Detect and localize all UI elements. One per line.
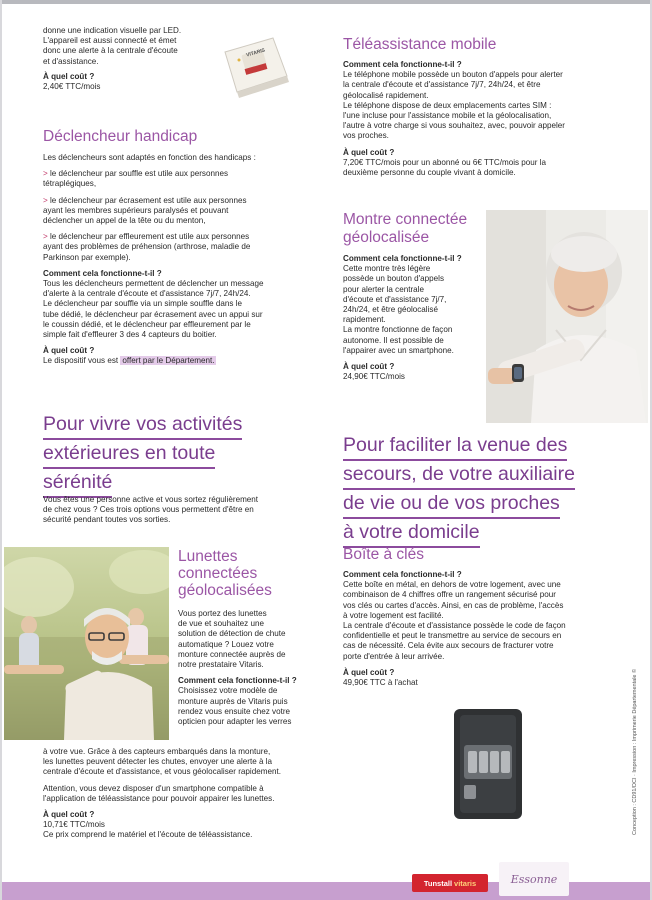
declencheur-cost-text: Le dispositif vous est offert par le Département. bbox=[43, 356, 215, 366]
section-title-outdoor: Pour vivre vos activités extérieures en toute sérénité bbox=[43, 411, 313, 498]
lunettes-cost-value: 10,71€ TTC/mois bbox=[43, 820, 105, 830]
offered-highlight: offert par le Département. bbox=[122, 356, 215, 366]
montre-cost-label: À quel coût ? bbox=[343, 362, 395, 372]
declencheur-bullet: > le déclencheur par effleurement est utile aux personnes ayant des problèmes de préhension (arthrose, maladie de Parkinson par exemple). bbox=[43, 232, 251, 262]
montre-how-label: Comment cela fonctionne-t-il ? bbox=[343, 254, 462, 263]
woman-with-watch-photo bbox=[486, 210, 648, 423]
essonne-logo: Essonne bbox=[499, 862, 569, 896]
led-cost-value: 2,40€ TTC/mois bbox=[43, 82, 101, 92]
declencheur-how-label: Comment cela fonctionne-t-il ? bbox=[43, 268, 162, 278]
print-credit: Conception : CD91/DCI · Impression : Imprimerie Départementale © bbox=[632, 668, 638, 835]
montre-title: Montre connectée géolocalisée bbox=[343, 211, 468, 246]
mobile-title: Téléassistance mobile bbox=[343, 36, 497, 53]
boite-title: Boîte à clés bbox=[343, 546, 424, 563]
section-title-secours: Pour faciliter la venue des secours, de votre auxiliaire de vie ou de vos proches à votre domicile bbox=[343, 432, 633, 548]
top-bar bbox=[2, 0, 652, 4]
declencheur-cost-label: À quel coût ? bbox=[43, 346, 95, 356]
mobile-cost-label: À quel coût ? bbox=[343, 147, 395, 157]
lunettes-body: à votre vue. Grâce à des capteurs embarqués dans la monture, les lunettes peuvent détecter les chutes, envoyer une alerte à la centrale d'écoute et d'assistance, et vous géolocaliser rapidement. Attention, vous devez disposer d'un smartphone compatible à l'application de téléassistance pour pouvoir appairer les lunettes. À quel coût ? 10,71€ TTC/mois Ce prix comprend le matériel et l'écoute de téléassistance. bbox=[43, 747, 323, 841]
boite-body: Comment cela fonctionne-t-il ? Cette boîte en métal, en dehors de votre logement, avec une combinaison de 4 chiffres offre un rangement sécurisé pour vos clés ou cartes d'accès. Ainsi, en cas de problème, l'accès à votre logement est facilité. La centrale d'écoute et d'assistance possède le code de façon confidentielle et peut le transmettre au service de secours en cas de nécessité. Cela évite aux secours de fracturer votre porte d'entrée à leur arrivée. À quel coût ? 49,90€ TTC à l'achat bbox=[343, 570, 628, 688]
section-intro-outdoor: Vous êtes une personne active et vous sortez régulièrement de chez vous ? Ces trois options vous permettent d'être en sécurité pendant toutes vos sorties. bbox=[43, 495, 259, 525]
lunettes-cost-label: À quel coût ? bbox=[43, 810, 95, 820]
montre-body: Comment cela fonctionne-t-il ? Cette montre très légère possède un bouton d'appels pour alerter la centrale d'écoute et d'assistance 7j/7, 24h/24, et être géolocalisé rapidement. La montre fonctionne de façon autonome. Il est possible de l'appairer avec un smartphone. À quel coût ? 24,90€ TTC/mois bbox=[343, 254, 483, 382]
lunettes-how-label: Comment cela fonctionne-t-il ? bbox=[178, 676, 297, 686]
led-intro: donne une indication visuelle par LED. L'appareil est aussi connecté et émet donc une alerte à la centrale d'écoute et d'assistance. À quel coût ? 2,40€ TTC/mois bbox=[43, 26, 218, 92]
lunettes-intro: Vous portez des lunettes de vue et souhaitez une solution de détection de chute automatique ? Louez votre monture connectée auprès de notre prestataire Vitaris. Comment cela fonctionne-t-il ? Choisissez votre modèle de monture auprès de Vitaris puis rendez vous ensuite chez votre opticien pour adapter les verres bbox=[178, 609, 318, 727]
declencheur-bullet: > le déclencheur par souffle est utile aux personnes tétraplégiques, bbox=[43, 169, 229, 189]
boite-cost-label: À quel coût ? bbox=[343, 667, 395, 677]
declencheur-bullet: > le déclencheur par écrasement est utile aux personnes ayant les membres supérieurs paralysés et pouvant déclencher un appel de la tête ou du menton, bbox=[43, 195, 247, 226]
mobile-how-label: Comment cela fonctionne-t-il ? bbox=[343, 60, 462, 69]
led-device-label: VITARIS bbox=[245, 47, 266, 59]
boite-cost-value: 49,90€ TTC à l'achat bbox=[343, 678, 418, 688]
mobile-body: Comment cela fonctionne-t-il ? Le téléphone mobile possède un bouton d'appels pour alerter la centrale d'écoute et d'assistance 7j/7, 24h/24, et être géolocalisé rapidement. Le téléphone dispose de deux emplacements cartes SIM : l'une incluse pour l'assistance mobile et la géolocalisation, l'autre à votre charge si vous souhaitez, avec, pouvoir appeler vos proches. À quel coût ? 7,20€ TTC/mois pour un abonné ou 6€ TTC/mois pour la deuxième personne du couple vivant à domicile. bbox=[343, 60, 628, 178]
boite-how-label: Comment cela fonctionne-t-il ? bbox=[343, 570, 462, 579]
montre-cost-value: 24,90€ TTC/mois bbox=[343, 372, 405, 382]
declencheur-title: Déclencheur handicap bbox=[43, 128, 198, 145]
declencheur-body: Les déclencheurs sont adaptés en fonction des handicaps : > le déclencheur par souffle est utile aux personnes tétraplégiques, > le déclencheur par écrasement est utile aux personnes ayant les membres supérieurs paralysés et pouvant déclencher un appel de la tête ou du menton, > le déclencheur par effleurement est utile aux personnes ayant des problèmes de préhension (arthrose, maladie de Parkinson par exemple). Comment cela fonctionne-t-il ? Tous les déclencheurs permettent de déclencher un message d'alerte à la centrale d'écoute et d'assistance 7j/7, 24h/24. Le déclencheur par souffle via un simple souffle dans le tube dédié, le déclencheur par écrasement avec un appui sur le coussin dédié, et le déclencheur par effleurement par le simple fait d'effleurer 3 des 4 capteurs du boitier. À quel coût ? Le dispositif vous est offert par le Département. bbox=[43, 153, 313, 367]
led-device-photo bbox=[215, 30, 293, 98]
lunettes-title: Lunettes connectées géolocalisées bbox=[178, 548, 272, 599]
seniors-exercising-photo bbox=[4, 547, 169, 740]
led-cost-label: À quel coût ? bbox=[43, 71, 95, 81]
tunstall-vitaris-logo: Tunstall vitaris bbox=[412, 874, 488, 892]
key-box-photo bbox=[434, 705, 542, 823]
